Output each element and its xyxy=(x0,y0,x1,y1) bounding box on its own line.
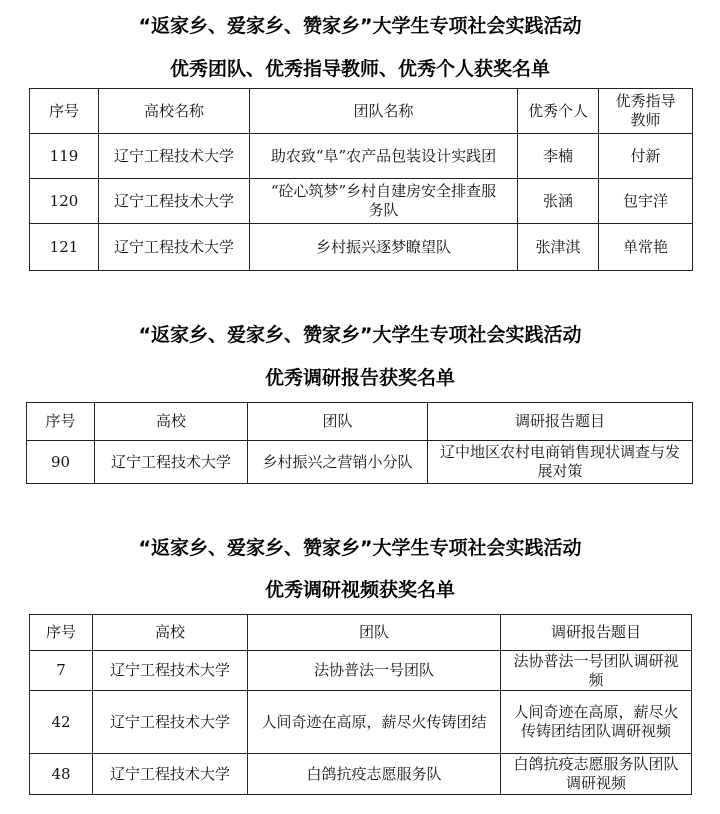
header-cell: 序号 xyxy=(30,615,93,651)
row-number: 42 xyxy=(30,691,93,754)
row-number: 7 xyxy=(30,651,93,691)
table-row xyxy=(30,179,693,224)
row-number: 90 xyxy=(27,441,95,484)
header-cell: 调研报告题目 xyxy=(428,403,693,441)
team-name: “砼心筑梦”乡村自建房安全排查服务队 xyxy=(250,179,518,224)
school-name: 辽宁工程技术大学 xyxy=(93,651,248,691)
table-row xyxy=(30,651,692,691)
section1-title-line2: 优秀团队、优秀指导教师、优秀个人获奖名单 xyxy=(169,58,550,80)
school-name: 辽宁工程技术大学 xyxy=(99,134,250,179)
individual-name: 张津淇 xyxy=(518,224,599,271)
awards-table-reports xyxy=(26,402,693,484)
table-row xyxy=(30,224,693,271)
team-name: 法协普法一号团队 xyxy=(248,651,501,691)
header-cell: 优秀个人 xyxy=(518,89,599,134)
table-row xyxy=(30,754,692,795)
table-row xyxy=(27,441,693,484)
row-number: 119 xyxy=(30,134,99,179)
teacher-name: 付新 xyxy=(599,134,693,179)
section3-title-line1: “返家乡、爱家乡、赞家乡”大学生专项社会实践活动 xyxy=(138,537,582,559)
header-cell: 高校 xyxy=(93,615,248,651)
team-name: 白鸽抗疫志愿服务队 xyxy=(248,754,501,795)
individual-name: 张涵 xyxy=(518,179,599,224)
header-cell: 团队 xyxy=(248,403,428,441)
row-number: 121 xyxy=(30,224,99,271)
section2-title-line1: “返家乡、爱家乡、赞家乡”大学生专项社会实践活动 xyxy=(138,324,582,346)
video-topic: 人间奇迹在高原，薪尽火传铸团结团队调研视频 xyxy=(501,691,692,754)
school-name: 辽宁工程技术大学 xyxy=(93,754,248,795)
individual-name: 李楠 xyxy=(518,134,599,179)
header-cell: 高校名称 xyxy=(99,89,250,134)
table-header-row xyxy=(27,403,693,441)
team-name: 助农致“阜”农产品包装设计实践团 xyxy=(250,134,518,179)
header-cell: 序号 xyxy=(30,89,99,134)
teacher-name: 单常艳 xyxy=(599,224,693,271)
section2-title-line2: 优秀调研报告获奖名单 xyxy=(264,367,455,389)
header-cell: 序号 xyxy=(27,403,95,441)
team-name: 乡村振兴之营销小分队 xyxy=(248,441,428,484)
school-name: 辽宁工程技术大学 xyxy=(95,441,248,484)
header-cell: 调研报告题目 xyxy=(501,615,692,651)
awards-table-teams xyxy=(29,88,693,271)
team-name: 人间奇迹在高原，薪尽火传铸团结 xyxy=(248,691,501,754)
header-cell: 团队名称 xyxy=(250,89,518,134)
video-topic: 白鸽抗疫志愿服务队团队调研视频 xyxy=(501,754,692,795)
teacher-name: 包宇洋 xyxy=(599,179,693,224)
school-name: 辽宁工程技术大学 xyxy=(99,224,250,271)
awards-table-videos xyxy=(29,614,692,795)
section1-title-line1: “返家乡、爱家乡、赞家乡”大学生专项社会实践活动 xyxy=(138,15,582,37)
video-topic: 法协普法一号团队调研视频 xyxy=(501,651,692,691)
row-number: 48 xyxy=(30,754,93,795)
table-header-row xyxy=(30,89,693,134)
header-cell: 团队 xyxy=(248,615,501,651)
team-name: 乡村振兴逐梦瞭望队 xyxy=(250,224,518,271)
school-name: 辽宁工程技术大学 xyxy=(99,179,250,224)
report-topic: 辽中地区农村电商销售现状调查与发展对策 xyxy=(428,441,693,484)
table-header-row xyxy=(30,615,692,651)
section3-title-line2: 优秀调研视频获奖名单 xyxy=(264,579,455,601)
table-row xyxy=(30,691,692,754)
table-row xyxy=(30,134,693,179)
school-name: 辽宁工程技术大学 xyxy=(93,691,248,754)
header-cell: 优秀指导教师 xyxy=(599,89,693,134)
row-number: 120 xyxy=(30,179,99,224)
header-cell: 高校 xyxy=(95,403,248,441)
